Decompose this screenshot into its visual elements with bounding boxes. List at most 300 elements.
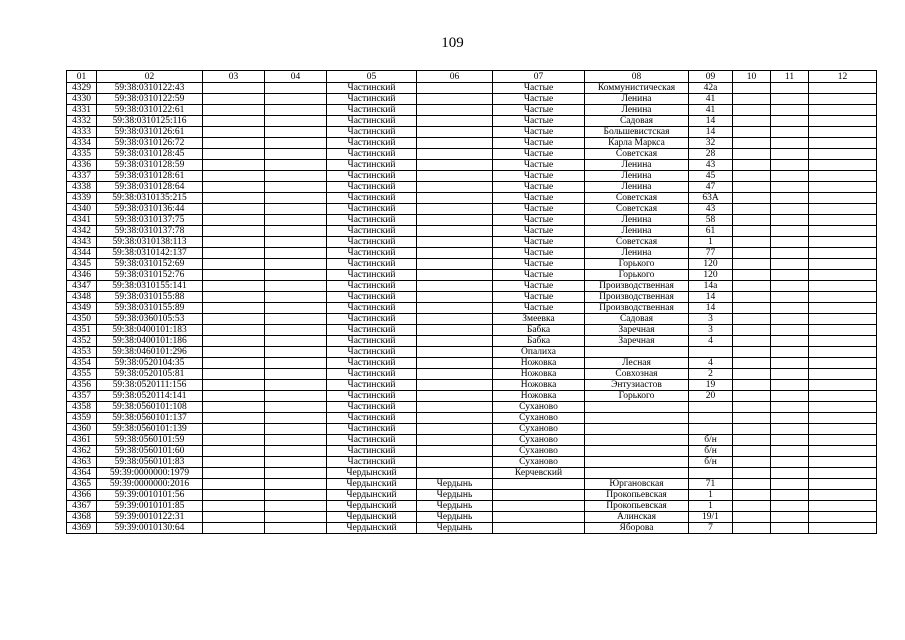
table-cell: 59:38:0560101:137 xyxy=(97,413,203,424)
table-cell xyxy=(265,369,327,380)
table-cell: 59:38:0310142:137 xyxy=(97,248,203,259)
table-cell: Заречная xyxy=(585,325,689,336)
table-cell xyxy=(809,149,877,160)
table-row xyxy=(67,138,877,149)
table-cell xyxy=(203,501,265,512)
table-cell xyxy=(771,446,809,457)
table-cell xyxy=(417,193,493,204)
table-cell xyxy=(809,468,877,479)
table-cell xyxy=(771,259,809,270)
table-cell: Частые xyxy=(493,149,585,160)
table-cell xyxy=(417,402,493,413)
table-cell: 4359 xyxy=(67,413,97,424)
table-cell: 4338 xyxy=(67,182,97,193)
table-cell: Частинский xyxy=(327,446,417,457)
table-cell xyxy=(733,490,771,501)
table-cell xyxy=(771,336,809,347)
table-cell xyxy=(733,281,771,292)
table-cell: Частинский xyxy=(327,215,417,226)
table-cell xyxy=(733,391,771,402)
table-cell: Ленина xyxy=(585,226,689,237)
table-cell xyxy=(809,303,877,314)
table-cell xyxy=(265,226,327,237)
table-cell xyxy=(771,237,809,248)
table-cell xyxy=(203,171,265,182)
table-cell xyxy=(809,215,877,226)
column-header: 03 xyxy=(203,71,265,83)
table-cell xyxy=(809,226,877,237)
column-header: 07 xyxy=(493,71,585,83)
table-cell xyxy=(265,380,327,391)
table-cell: Частинский xyxy=(327,259,417,270)
table-cell: 59:38:0560101:139 xyxy=(97,424,203,435)
table-cell xyxy=(417,160,493,171)
table-cell: 41 xyxy=(689,94,733,105)
table-cell: 4335 xyxy=(67,149,97,160)
column-header: 08 xyxy=(585,71,689,83)
table-cell xyxy=(733,204,771,215)
table-cell: Ленина xyxy=(585,182,689,193)
table-cell xyxy=(203,380,265,391)
table-cell: Частые xyxy=(493,127,585,138)
table-cell xyxy=(203,325,265,336)
table-cell: 4343 xyxy=(67,237,97,248)
table-cell xyxy=(771,182,809,193)
table-cell xyxy=(809,446,877,457)
table-cell xyxy=(417,138,493,149)
table-cell: Горького xyxy=(585,391,689,402)
table-cell xyxy=(733,160,771,171)
table-cell xyxy=(417,336,493,347)
table-cell xyxy=(771,127,809,138)
table-row xyxy=(67,479,877,490)
table-cell: Частые xyxy=(493,116,585,127)
column-header: 02 xyxy=(97,71,203,83)
table-cell: Частые xyxy=(493,292,585,303)
table-row xyxy=(67,369,877,380)
table-cell: 4340 xyxy=(67,204,97,215)
table-cell: Опалиха xyxy=(493,347,585,358)
table-cell xyxy=(265,281,327,292)
table-cell xyxy=(203,358,265,369)
table-cell: Ножовка xyxy=(493,358,585,369)
table-cell: 58 xyxy=(689,215,733,226)
table-cell: 4329 xyxy=(67,83,97,94)
table-cell: Суханово xyxy=(493,435,585,446)
table-cell: Производственная xyxy=(585,281,689,292)
table-cell: 4350 xyxy=(67,314,97,325)
table-cell: Чердынь xyxy=(417,479,493,490)
table-cell: Частые xyxy=(493,94,585,105)
table-cell: Частые xyxy=(493,215,585,226)
table-row xyxy=(67,446,877,457)
table-cell xyxy=(771,490,809,501)
table-cell xyxy=(771,402,809,413)
table-cell xyxy=(809,391,877,402)
table-cell xyxy=(493,523,585,534)
table-cell xyxy=(733,215,771,226)
table-cell: 4355 xyxy=(67,369,97,380)
table-cell: 4361 xyxy=(67,435,97,446)
table-cell xyxy=(809,457,877,468)
table-cell: 71 xyxy=(689,479,733,490)
table-cell: Частинский xyxy=(327,116,417,127)
table-cell xyxy=(733,259,771,270)
table-cell xyxy=(689,424,733,435)
table-cell xyxy=(585,446,689,457)
table-cell xyxy=(265,138,327,149)
table-cell: Садовая xyxy=(585,314,689,325)
table-cell xyxy=(417,204,493,215)
table-cell xyxy=(417,270,493,281)
table-cell: Частинский xyxy=(327,457,417,468)
table-cell xyxy=(733,237,771,248)
table-row xyxy=(67,160,877,171)
table-cell xyxy=(771,270,809,281)
table-cell: Чердынский xyxy=(327,468,417,479)
table-cell: 4369 xyxy=(67,523,97,534)
column-header: 09 xyxy=(689,71,733,83)
table-cell xyxy=(203,303,265,314)
table-cell xyxy=(265,303,327,314)
table-cell xyxy=(809,424,877,435)
table-cell xyxy=(585,347,689,358)
table-cell xyxy=(265,402,327,413)
table-cell: 14 xyxy=(689,127,733,138)
table-cell: 45 xyxy=(689,171,733,182)
table-cell: 4365 xyxy=(67,479,97,490)
table-cell xyxy=(265,127,327,138)
table-cell: 2 xyxy=(689,369,733,380)
table-cell xyxy=(417,457,493,468)
table-cell xyxy=(733,303,771,314)
table-cell xyxy=(265,490,327,501)
table-cell xyxy=(771,358,809,369)
table-cell xyxy=(809,512,877,523)
table-row xyxy=(67,94,877,105)
table-cell: Частые xyxy=(493,281,585,292)
table-cell xyxy=(493,490,585,501)
table-cell xyxy=(689,347,733,358)
table-cell: 4336 xyxy=(67,160,97,171)
table-cell xyxy=(265,336,327,347)
table-cell xyxy=(203,512,265,523)
table-cell xyxy=(417,347,493,358)
table-cell xyxy=(689,413,733,424)
table-cell xyxy=(585,468,689,479)
table-cell xyxy=(809,369,877,380)
table-cell xyxy=(265,457,327,468)
table-cell xyxy=(809,479,877,490)
table-cell xyxy=(417,424,493,435)
table-cell xyxy=(265,479,327,490)
table-cell xyxy=(733,468,771,479)
table-cell: 3 xyxy=(689,325,733,336)
table-cell xyxy=(203,83,265,94)
table-cell: Частые xyxy=(493,160,585,171)
table-cell: Частинский xyxy=(327,281,417,292)
table-cell: 59:38:0310137:78 xyxy=(97,226,203,237)
table-cell xyxy=(733,424,771,435)
table-cell: Юргановская xyxy=(585,479,689,490)
table-cell: Частые xyxy=(493,226,585,237)
table-cell xyxy=(417,369,493,380)
table-row xyxy=(67,226,877,237)
table-cell xyxy=(771,193,809,204)
table-cell xyxy=(417,94,493,105)
table-cell xyxy=(771,248,809,259)
table-cell: 4357 xyxy=(67,391,97,402)
table-cell xyxy=(771,204,809,215)
table-cell: 4356 xyxy=(67,380,97,391)
table-cell: Частинский xyxy=(327,138,417,149)
table-cell: 120 xyxy=(689,270,733,281)
table-cell: 4353 xyxy=(67,347,97,358)
table-cell: 59:38:0400101:186 xyxy=(97,336,203,347)
table-cell: Частинский xyxy=(327,127,417,138)
table-cell: 4334 xyxy=(67,138,97,149)
table-cell xyxy=(417,182,493,193)
table-cell: Заречная xyxy=(585,336,689,347)
table-cell xyxy=(733,83,771,94)
table-cell xyxy=(265,424,327,435)
table-cell xyxy=(809,413,877,424)
table-cell xyxy=(417,303,493,314)
column-header: 11 xyxy=(771,71,809,83)
table-cell: 59:38:0310128:59 xyxy=(97,160,203,171)
table-cell xyxy=(203,336,265,347)
table-cell: 59:38:0310128:61 xyxy=(97,171,203,182)
table-cell xyxy=(771,479,809,490)
table-cell: Ленина xyxy=(585,215,689,226)
table-cell: 59:38:0310125:116 xyxy=(97,116,203,127)
table-cell xyxy=(417,380,493,391)
table-cell xyxy=(417,391,493,402)
table-row xyxy=(67,127,877,138)
table-cell xyxy=(203,237,265,248)
table-cell: Частинский xyxy=(327,424,417,435)
table-cell: 4 xyxy=(689,358,733,369)
table-row xyxy=(67,248,877,259)
table-cell: 59:38:0310122:61 xyxy=(97,105,203,116)
table-row xyxy=(67,314,877,325)
table-cell xyxy=(585,424,689,435)
table-cell: Змеевка xyxy=(493,314,585,325)
table-cell xyxy=(265,358,327,369)
table-cell: 4 xyxy=(689,336,733,347)
table-cell: Частинский xyxy=(327,94,417,105)
table-cell: Совхозная xyxy=(585,369,689,380)
table-cell xyxy=(265,501,327,512)
table-cell xyxy=(771,116,809,127)
table-cell xyxy=(809,237,877,248)
table-cell: Частинский xyxy=(327,182,417,193)
table-cell: Коммунистическая xyxy=(585,83,689,94)
table-cell: 59:38:0460101:296 xyxy=(97,347,203,358)
table-cell: Частинский xyxy=(327,171,417,182)
table-cell xyxy=(733,347,771,358)
table-cell: 120 xyxy=(689,259,733,270)
table-cell: Частинский xyxy=(327,369,417,380)
table-cell: Частые xyxy=(493,270,585,281)
table-cell: Чердынский xyxy=(327,523,417,534)
table-cell xyxy=(265,435,327,446)
table-cell xyxy=(809,523,877,534)
table-cell xyxy=(203,281,265,292)
table-cell: Суханово xyxy=(493,446,585,457)
table-cell xyxy=(203,193,265,204)
table-cell: Частые xyxy=(493,204,585,215)
table-cell: 47 xyxy=(689,182,733,193)
table-cell: Частые xyxy=(493,138,585,149)
table-cell: Чердынь xyxy=(417,512,493,523)
table-cell: 63А xyxy=(689,193,733,204)
table-cell: 59:38:0310126:61 xyxy=(97,127,203,138)
table-cell: Энтузиастов xyxy=(585,380,689,391)
table-cell: 4349 xyxy=(67,303,97,314)
table-row xyxy=(67,523,877,534)
table-header-row xyxy=(67,71,877,83)
table-cell xyxy=(417,468,493,479)
table-cell: Ленина xyxy=(585,105,689,116)
table-cell: 4368 xyxy=(67,512,97,523)
table-cell xyxy=(809,127,877,138)
table-cell: Чердынский xyxy=(327,479,417,490)
table-cell xyxy=(265,237,327,248)
table-cell xyxy=(733,457,771,468)
table-row xyxy=(67,325,877,336)
table-cell xyxy=(265,512,327,523)
table-cell xyxy=(733,501,771,512)
table-row xyxy=(67,512,877,523)
table-cell xyxy=(203,270,265,281)
table-row xyxy=(67,435,877,446)
table-row xyxy=(67,193,877,204)
table-cell xyxy=(585,402,689,413)
table-cell xyxy=(733,479,771,490)
table-cell xyxy=(203,457,265,468)
table-cell: 59:38:0310155:141 xyxy=(97,281,203,292)
table-cell xyxy=(265,347,327,358)
table-cell: Советская xyxy=(585,193,689,204)
table-cell: 28 xyxy=(689,149,733,160)
table-cell xyxy=(265,182,327,193)
table-cell: 59:38:0520105:81 xyxy=(97,369,203,380)
table-cell: Яборова xyxy=(585,523,689,534)
table-cell xyxy=(265,204,327,215)
table-cell: Чердынь xyxy=(417,490,493,501)
table-cell xyxy=(203,523,265,534)
table-row xyxy=(67,358,877,369)
table-cell: 14 xyxy=(689,303,733,314)
table-cell: Частые xyxy=(493,182,585,193)
table-cell xyxy=(203,182,265,193)
table-cell: Чердынь xyxy=(417,501,493,512)
table-cell xyxy=(417,358,493,369)
table-cell xyxy=(585,413,689,424)
table-cell xyxy=(809,105,877,116)
table-cell xyxy=(265,270,327,281)
table-cell xyxy=(809,116,877,127)
register-table xyxy=(66,70,877,534)
table-cell xyxy=(809,270,877,281)
table-row xyxy=(67,105,877,116)
table-cell: Частинский xyxy=(327,314,417,325)
table-cell xyxy=(733,380,771,391)
table-cell xyxy=(203,292,265,303)
table-cell xyxy=(417,314,493,325)
table-cell xyxy=(809,347,877,358)
table-cell xyxy=(203,94,265,105)
table-row xyxy=(67,171,877,182)
table-row xyxy=(67,391,877,402)
table-cell xyxy=(265,259,327,270)
table-cell xyxy=(417,116,493,127)
table-row xyxy=(67,292,877,303)
table-cell xyxy=(203,402,265,413)
table-cell: 4352 xyxy=(67,336,97,347)
table-cell xyxy=(417,325,493,336)
table-cell: 59:38:0310128:64 xyxy=(97,182,203,193)
table-cell xyxy=(733,94,771,105)
table-cell: 4347 xyxy=(67,281,97,292)
table-cell: 4354 xyxy=(67,358,97,369)
table-cell xyxy=(203,248,265,259)
table-cell: 59:38:0310136:44 xyxy=(97,204,203,215)
table-cell xyxy=(203,490,265,501)
table-row xyxy=(67,116,877,127)
table-cell: Прокопьевская xyxy=(585,490,689,501)
table-cell xyxy=(203,226,265,237)
table-cell: 59:38:0310155:89 xyxy=(97,303,203,314)
table-cell xyxy=(809,402,877,413)
table-cell: Частинский xyxy=(327,193,417,204)
page-number: 109 xyxy=(441,35,464,51)
table-cell: Производственная xyxy=(585,292,689,303)
table-cell: 61 xyxy=(689,226,733,237)
table-cell: Частые xyxy=(493,248,585,259)
table-cell xyxy=(771,424,809,435)
table-cell xyxy=(733,358,771,369)
table-cell xyxy=(733,446,771,457)
table-cell xyxy=(733,248,771,259)
table-cell xyxy=(203,204,265,215)
table-cell: 4363 xyxy=(67,457,97,468)
table-row xyxy=(67,204,877,215)
table-cell xyxy=(771,369,809,380)
table-cell: 59:39:0000000:1979 xyxy=(97,468,203,479)
table-cell xyxy=(771,83,809,94)
table-cell xyxy=(771,303,809,314)
table-cell xyxy=(493,501,585,512)
table-cell: 1 xyxy=(689,490,733,501)
table-cell: 59:38:0520111:156 xyxy=(97,380,203,391)
table-cell: 59:38:0310126:72 xyxy=(97,138,203,149)
table-cell: 4330 xyxy=(67,94,97,105)
table-cell xyxy=(265,325,327,336)
table-cell xyxy=(771,226,809,237)
table-cell: Садовая xyxy=(585,116,689,127)
table-cell xyxy=(689,402,733,413)
table-row xyxy=(67,237,877,248)
table-cell xyxy=(733,512,771,523)
table-cell: 59:38:0400101:183 xyxy=(97,325,203,336)
table-cell xyxy=(771,512,809,523)
table-cell xyxy=(203,105,265,116)
table-cell xyxy=(417,171,493,182)
table-cell: 4332 xyxy=(67,116,97,127)
table-cell xyxy=(733,182,771,193)
